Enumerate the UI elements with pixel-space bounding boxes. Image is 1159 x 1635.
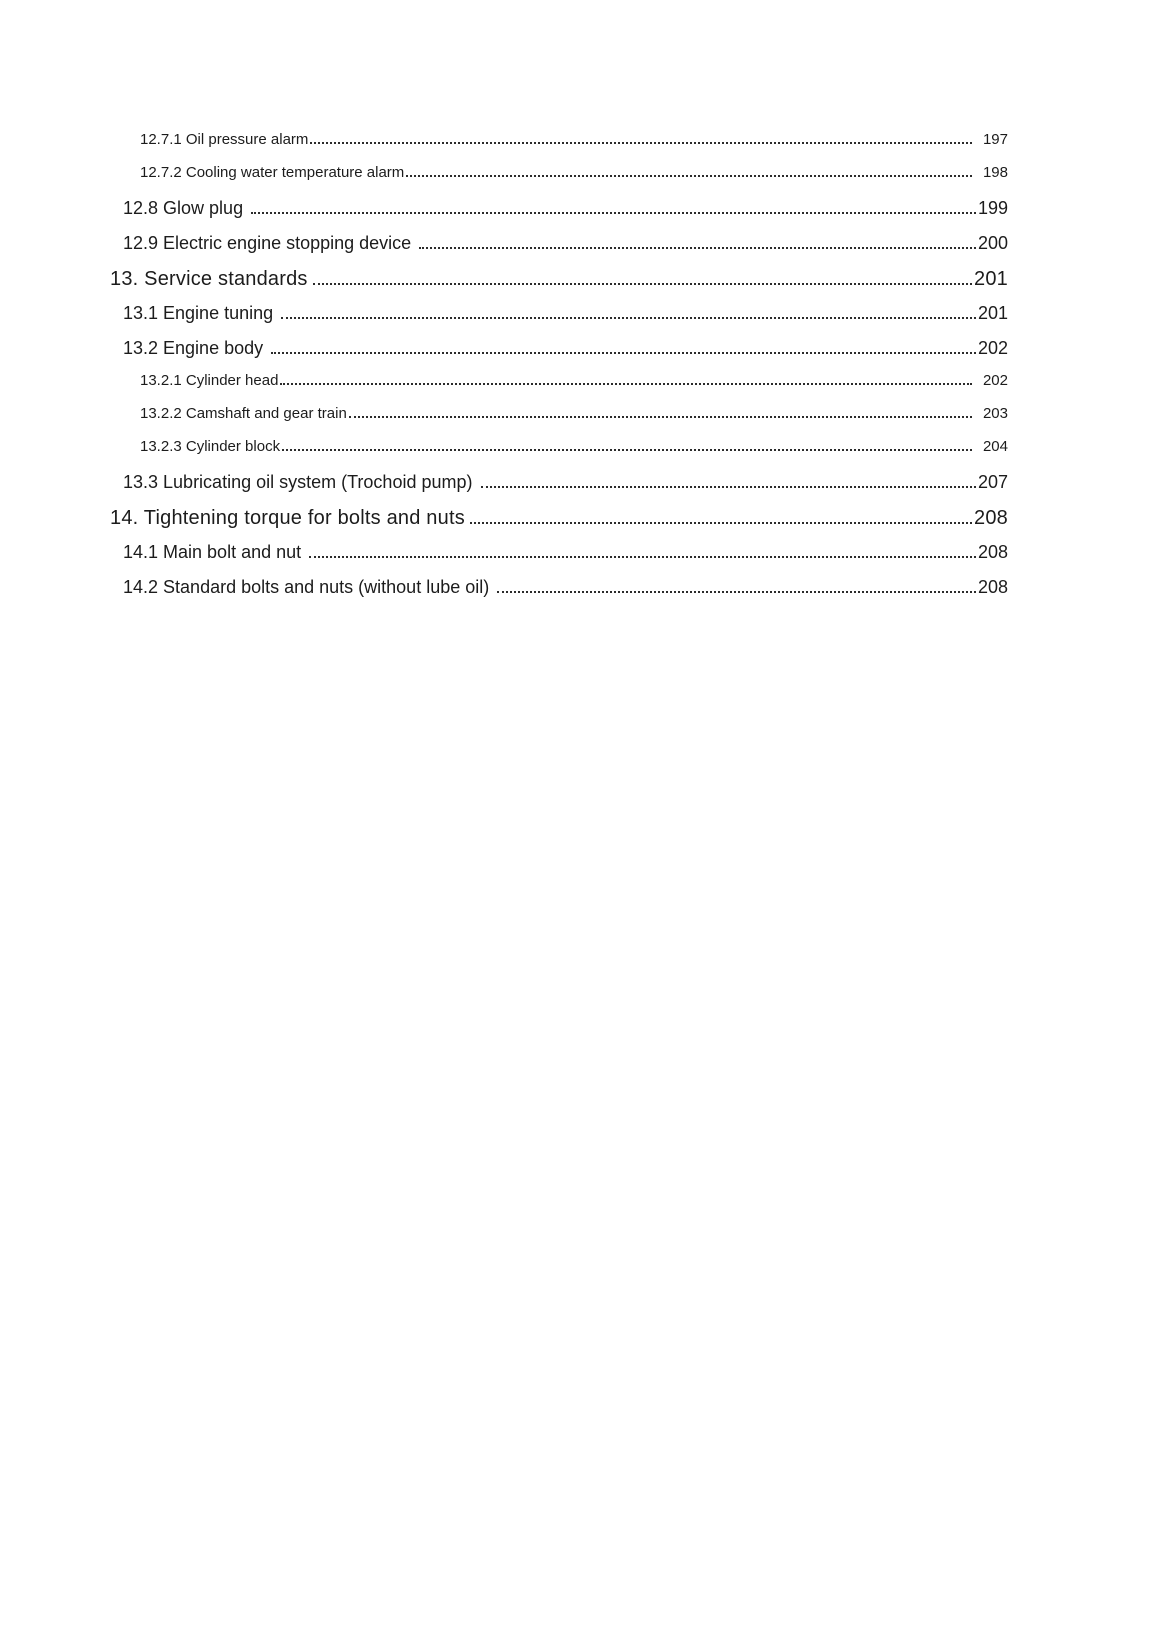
toc-entry[interactable] [0,266,1008,293]
toc-entry[interactable] [0,404,1008,424]
toc-entry-label: 13.1 Engine tuning [123,303,274,323]
toc-entry-page: 208 [974,507,1008,529]
toc-entry-page: 201 [974,268,1008,290]
dotted-leader [349,416,972,418]
toc-entry[interactable] [0,163,1008,183]
dotted-leader [313,283,972,285]
toc-entry-label: 14.1 Main bolt and nut [123,542,302,562]
toc-entry[interactable] [0,371,1008,391]
toc-entry-label: 13.2.2 Camshaft and gear train [140,405,347,422]
dotted-leader [280,383,972,385]
toc-entry[interactable] [0,231,1008,255]
dotted-leader [406,175,972,177]
toc-entry-page: 203 [982,405,1008,422]
dotted-leader [309,556,976,558]
toc-entry-page: 207 [977,472,1008,492]
dotted-leader [310,142,972,144]
toc-entry[interactable] [0,301,1008,325]
toc-entry-label: 12.9 Electric engine stopping device [123,233,412,253]
toc-entry[interactable] [0,336,1008,360]
toc-entry[interactable] [0,505,1008,532]
dotted-leader [251,212,976,214]
dotted-leader [271,352,976,354]
toc-entry-page: 200 [977,233,1008,253]
toc-entry-label: 14. Tightening torque for bolts and nuts [110,507,465,529]
dotted-leader [282,449,972,451]
dotted-leader [419,247,976,249]
dotted-leader [481,486,976,488]
toc-entry[interactable] [0,130,1008,150]
toc-entry-page: 199 [977,198,1008,218]
dotted-leader [281,317,976,319]
toc-entry-page: 204 [982,438,1008,455]
toc-entry[interactable] [0,470,1008,494]
toc-entry-label: 13.2 Engine body [123,338,264,358]
dotted-leader [497,591,976,593]
toc-entry-label: 12.7.2 Cooling water temperature alarm [140,164,405,181]
dotted-leader [470,522,972,524]
toc-entry-label: 13.2.3 Cylinder block [140,438,281,455]
toc-list [0,0,1159,599]
toc-entry[interactable] [0,540,1008,564]
toc-entry-label: 13.2.1 Cylinder head [140,372,279,389]
toc-entry[interactable] [0,437,1008,457]
toc-entry-label: 13. Service standards [110,268,308,290]
toc-entry-page: 198 [982,164,1008,181]
toc-entry-label: 14.2 Standard bolts and nuts (without lube oil) [123,577,490,597]
toc-entry-label: 12.8 Glow plug [123,198,244,218]
toc-entry-page: 202 [982,372,1008,389]
toc-entry-page: 208 [977,542,1008,562]
toc-entry[interactable] [0,575,1008,599]
toc-entry-page: 201 [977,303,1008,323]
toc-entry-page: 197 [982,131,1008,148]
toc-entry-label: 13.3 Lubricating oil system (Trochoid pump) [123,472,473,492]
toc-entry[interactable] [0,196,1008,220]
toc-entry-page: 202 [977,338,1008,358]
toc-entry-page: 208 [977,577,1008,597]
toc-entry-label: 12.7.1 Oil pressure alarm [140,131,309,148]
